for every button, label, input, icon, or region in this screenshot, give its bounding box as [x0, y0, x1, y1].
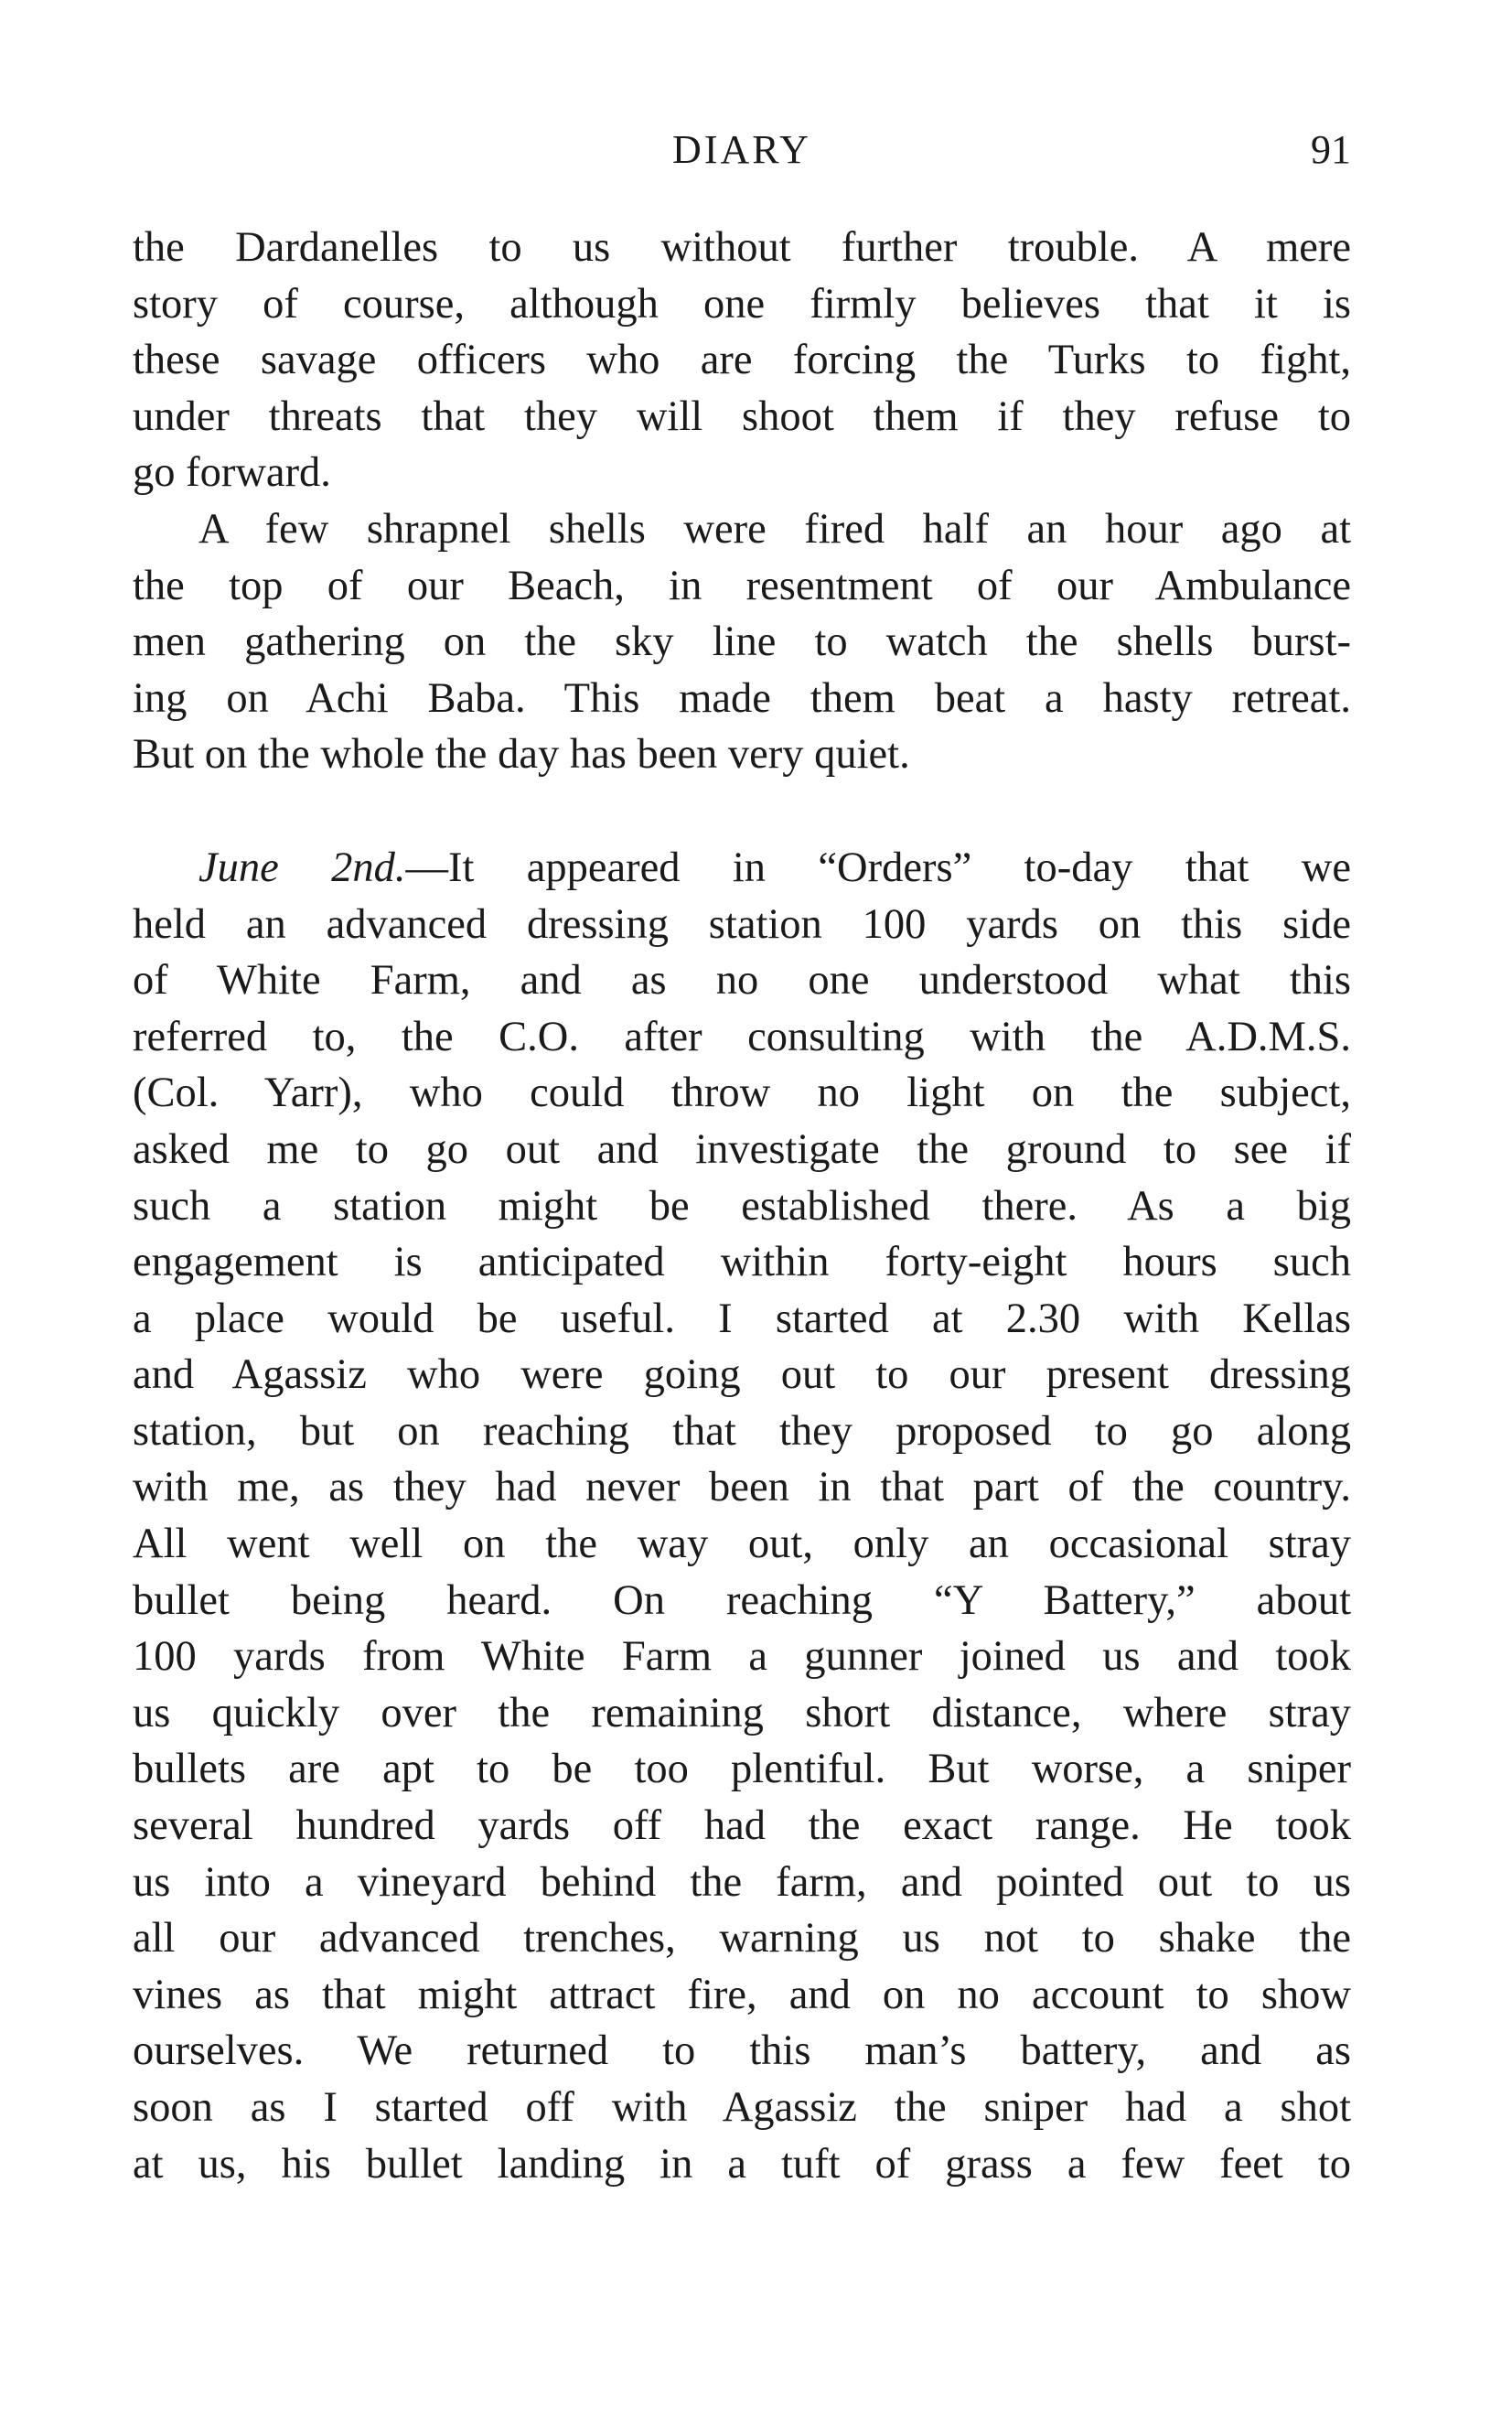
running-head: DIARY: [672, 127, 811, 172]
text-line: us quickly over the remaining short distance, where stray: [133, 1689, 1351, 1736]
text-line-with-date: [133, 840, 1351, 897]
text-line: and Agassiz who were going out to our present dressing: [133, 1351, 1351, 1399]
text-line: (Col. Yarr), who could throw no light on the subject,: [133, 1070, 1351, 1117]
text-line: engagement is anticipated within forty-eight hours such: [133, 1239, 1351, 1286]
text-line: these savage officers who are forcing the Turks to fight,: [133, 337, 1351, 384]
text-line: But on the whole the day has been very quiet.: [133, 731, 910, 779]
first-line-rest: —It appeared in “Orders” to-day that we: [405, 844, 1351, 891]
text-line: of White Farm, and as no one understood what this: [133, 957, 1351, 1005]
text-line: under threats that they will shoot them if they refuse to: [133, 392, 1351, 440]
text-line: soon as I started off with Agassiz the sniper had a shot: [133, 2084, 1351, 2131]
text-line: held an advanced dressing station 100 yards on this side: [133, 900, 1351, 948]
text-line: us into a vineyard behind the farm, and pointed out to us: [133, 1858, 1351, 1906]
text-line: station, but on reaching that they proposed to go along: [133, 1407, 1351, 1455]
text-line: asked me to go out and investigate the ground to see if: [133, 1125, 1351, 1173]
text-line: several hundred yards off had the exact range. He took: [133, 1802, 1351, 1850]
text-line: at us, his bullet landing in a tuft of grass a few feet to: [133, 2140, 1351, 2188]
text-line: go forward.: [133, 449, 331, 497]
text-line: all our advanced trenches, warning us not to shake the: [133, 1915, 1351, 1962]
text-line: A few shrapnel shells were fired half an hour ago at: [198, 505, 1351, 553]
entry-date: June 2nd.: [198, 844, 406, 891]
paragraph-1: [133, 220, 1351, 501]
paragraph-3: [133, 840, 1351, 2192]
text-line: the top of our Beach, in resentment of our Ambulance: [133, 562, 1351, 609]
body-text: [133, 220, 1351, 2192]
text-line: bullets are apt to be too plentiful. But worse, a sniper: [133, 1746, 1351, 1793]
text-line: All went well on the way out, only an occasional stray: [133, 1521, 1351, 1568]
text-line: ing on Achi Baba. This made them beat a hasty retreat.: [133, 674, 1351, 722]
page-header: [133, 126, 1351, 181]
text-line: such a station might be established there. As a big: [133, 1182, 1351, 1230]
text-line: ourselves. We returned to this man’s battery, and as: [133, 2027, 1351, 2075]
page-number: 91: [1311, 127, 1351, 172]
text-line: vines as that might attract fire, and on no account to show: [133, 1971, 1351, 2018]
text-line: 100 yards from White Farm a gunner joined us and took: [133, 1633, 1351, 1681]
text-line: the Dardanelles to us without further trouble. A mere: [133, 224, 1351, 271]
text-line: a place would be useful. I started at 2.30 with Kellas: [133, 1295, 1351, 1342]
text-line: referred to, the C.O. after consulting with the A.D.M.S.: [133, 1013, 1351, 1060]
text-line: with me, as they had never been in that part of the country.: [133, 1464, 1351, 1511]
text-line: men gathering on the sky line to watch the shells burst-: [133, 618, 1351, 666]
paragraph-2: [133, 501, 1351, 783]
text-line: bullet being heard. On reaching “Y Battery,” about: [133, 1576, 1351, 1624]
text-line: story of course, although one firmly believes that it is: [133, 280, 1351, 328]
section-gap: [133, 783, 1351, 840]
